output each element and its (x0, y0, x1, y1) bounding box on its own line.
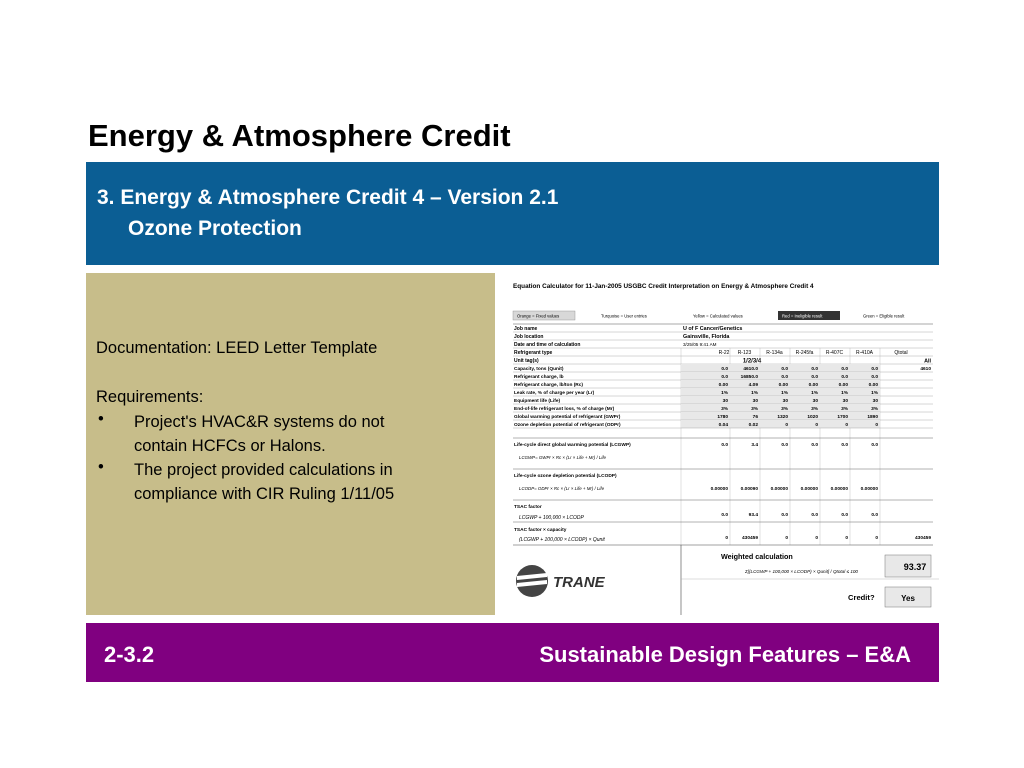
row-value: 1% (781, 391, 788, 396)
row-label: End-of-life refrigerant loss, % of charge (Mr) (514, 407, 615, 412)
computed-value: 0.0 (721, 443, 728, 448)
row-value: 4.09 (748, 383, 758, 388)
legend-text: Red = Ineligible result (782, 313, 823, 319)
row-value: 0 (815, 423, 818, 428)
row-value: 0.0 (811, 375, 818, 380)
computed-value: 0.00000 (800, 487, 818, 492)
bullet-text: The project provided calculations in compliance with CIR Ruling 1/11/05 (134, 461, 395, 503)
row-value: 3% (811, 407, 818, 412)
bullet-icon: • (98, 410, 104, 428)
row-label: Refrigerant charge, lb/ton (Rc) (514, 383, 584, 388)
row-value: 30 (782, 399, 788, 404)
footer-title: Sustainable Design Features – E&A (539, 642, 911, 667)
row-value: 0.0 (781, 367, 788, 372)
row-value: 0.00 (868, 383, 878, 388)
job-name-label: Job name (514, 326, 538, 332)
row-value: 0.0 (871, 367, 878, 372)
computed-value: 0.00000 (770, 487, 788, 492)
value-cell-bg (681, 396, 880, 404)
row-value: 76 (752, 415, 758, 420)
row-value: 16850.0 (740, 375, 758, 380)
computed-value: 0.0 (781, 443, 788, 448)
row-value: 30 (812, 399, 818, 404)
row-value: 0.0 (781, 375, 788, 380)
refrigerant-header: R-245fa (795, 350, 814, 356)
legend-text: Yellow = Calculated values (693, 313, 743, 319)
logo-text: TRANE (553, 574, 605, 591)
refrigerant-header: R-407C (825, 350, 844, 356)
row-value: 30 (842, 399, 848, 404)
row-value: 3% (781, 407, 788, 412)
computed-value: 0 (785, 536, 788, 541)
row-label: Equipment life (Life) (514, 399, 561, 404)
row-label: Refrigerant charge, lb (514, 375, 564, 380)
row-value: 0.00 (778, 383, 788, 388)
computed-value: 0.00000 (860, 487, 878, 492)
legend-text: Turquoise = User entries (601, 313, 647, 319)
row-value: 1% (721, 391, 728, 396)
row-value: 3% (751, 407, 758, 412)
row-value: 30 (722, 399, 728, 404)
slide-title: Energy & Atmosphere Credit (88, 118, 511, 153)
qtotal-label: Qtotal (894, 350, 908, 356)
row-value: 1320 (777, 415, 788, 420)
row-label: Ozone depletion potential of refrigerant (ODPr) (514, 423, 621, 428)
credit-label: Credit? (848, 593, 875, 602)
job-location-label: Job location (514, 334, 544, 340)
unit-tags-label: Unit tag(s) (514, 358, 539, 364)
row-value: 1% (751, 391, 758, 396)
bullet-text: Project's HVAC&R systems do not contain HCFCs or Halons. (134, 413, 385, 455)
date-value: 3/25/05 9:41 AM (683, 342, 717, 347)
row-value: 0.0 (721, 367, 728, 372)
row-value: 30 (752, 399, 758, 404)
row-value: 1700 (837, 415, 848, 420)
requirements-heading: Requirements: (96, 388, 204, 406)
row-value: 0.00 (838, 383, 848, 388)
row-value: 3% (841, 407, 848, 412)
computed-value: 0.00090 (740, 487, 758, 492)
refrigerant-header: R-134a (766, 350, 783, 356)
computed-value: 0.0 (871, 513, 878, 518)
refrigerant-header: R-410A (856, 350, 873, 356)
header-band (86, 162, 939, 265)
refrigerant-type-label: Refrigerant type (514, 350, 553, 356)
calculator-image (505, 273, 939, 615)
header-line1: 3. Energy & Atmosphere Credit 4 – Version 2.1 (97, 186, 559, 209)
unit-tags-value: 1/2/3/4 (742, 358, 762, 365)
section-number: 2-3.2 (104, 642, 155, 667)
row-value: 1% (841, 391, 848, 396)
computed-value: 0 (725, 536, 728, 541)
row-value: 0.00 (808, 383, 818, 388)
bullet-icon: • (98, 458, 104, 476)
row-value: 0.0 (871, 375, 878, 380)
info-rows (513, 324, 933, 365)
computed-value: 0.00000 (830, 487, 848, 492)
credit-value: Yes (901, 594, 915, 603)
calc-title: Equation Calculator for 11-Jan-2005 USGBC Credit Interpretation on Energy & Atmosphere Credit 4 (513, 283, 814, 290)
computed-value: 0.0 (811, 513, 818, 518)
row-value: 0.0 (811, 367, 818, 372)
tsacq-formula: (LCGWP + 100,000 × LCODP) × Qunit (519, 537, 605, 543)
lcgwp-formula: LCGWP= GWPr × Rc × (Lr × Life + Mr) / Life (519, 455, 606, 460)
lcgwp-label: Life-cycle direct global warming potential (LCGWP) (514, 443, 631, 448)
computed-value: 0.0 (841, 443, 848, 448)
documentation-text: Documentation: LEED Letter Template (96, 339, 378, 357)
tsacq-label: TSAC factor × capacity (514, 528, 567, 533)
date-label: Date and time of calculation (514, 342, 581, 348)
row-value: 3% (871, 407, 878, 412)
weighted-formula: Σ[(LCGWP + 100,000 × LCODP) × Qunit] / Qtotal ≤ 100 (745, 569, 858, 574)
row-value: 0.0 (721, 375, 728, 380)
computed-value: 0.0 (871, 443, 878, 448)
row-value: 4610.0 (743, 367, 758, 372)
row-value: 0.04 (718, 423, 728, 428)
computed-value: 430459 (741, 536, 758, 541)
weighted-label: Weighted calculation (721, 552, 793, 561)
row-value: 0 (845, 423, 848, 428)
refrigerant-header: R-22 (718, 350, 730, 356)
row-value: 0.00 (718, 383, 728, 388)
computed-value: 3.4 (751, 443, 758, 448)
row-value: 1890 (867, 415, 878, 420)
lcodp-formula: LCODP= ODPr × Rc × (Lr × Life + Mr) / Life (519, 486, 605, 491)
computed-total: 430459 (914, 536, 931, 541)
computed-value: 0.0 (721, 513, 728, 518)
job-name-value: U of F Cancer/Genetics (683, 326, 743, 332)
calculator-table (505, 273, 939, 615)
refrigerant-header: R-123 (737, 350, 752, 356)
row-value: 0 (875, 423, 878, 428)
computed-value: 0.0 (841, 513, 848, 518)
legend-text: Orange = Fixed values (517, 313, 560, 319)
tsac-formula: LCGWP + 100,000 × LCODP (519, 515, 584, 521)
row-label: Capacity, tons (Qunit) (514, 367, 564, 372)
value-cell-bg (681, 420, 880, 428)
row-label: Leak rate, % of charge per year (Lr) (514, 391, 595, 396)
computed-value: 0.00000 (710, 487, 728, 492)
tsac-label: TSAC factor (514, 505, 542, 510)
computed-value: 0 (845, 536, 848, 541)
computed-value: 0.0 (781, 513, 788, 518)
unit-tags-all: All (924, 358, 931, 365)
row-total: 4610 (920, 367, 931, 372)
computed-value: 93.4 (748, 513, 758, 518)
legend-text: Green = Eligible result (863, 313, 905, 319)
row-value: 1% (811, 391, 818, 396)
trane-logo-icon (516, 565, 606, 597)
requirements-panel (86, 273, 495, 615)
lcodp-label: Life-cycle ozone depletion potential (LCODP) (514, 474, 617, 479)
row-value: 0.0 (841, 367, 848, 372)
row-value: 1020 (807, 415, 818, 420)
footer-band (86, 623, 939, 682)
row-value: 0.0 (841, 375, 848, 380)
row-value: 1780 (717, 415, 728, 420)
row-value: 0.02 (748, 423, 758, 428)
header-line2: Ozone Protection (128, 217, 302, 240)
computed-value: 0.0 (811, 443, 818, 448)
row-value: 0 (785, 423, 788, 428)
weighted-value: 93.37 (903, 562, 927, 572)
row-value: 3% (721, 407, 728, 412)
row-label: Global warming potential of refrigerant (GWPr) (514, 415, 621, 420)
computed-value: 0 (875, 536, 878, 541)
computed-value: 0 (815, 536, 818, 541)
row-value: 30 (872, 399, 878, 404)
job-location-value: Gainsville, Florida (683, 334, 730, 340)
row-value: 1% (871, 391, 878, 396)
